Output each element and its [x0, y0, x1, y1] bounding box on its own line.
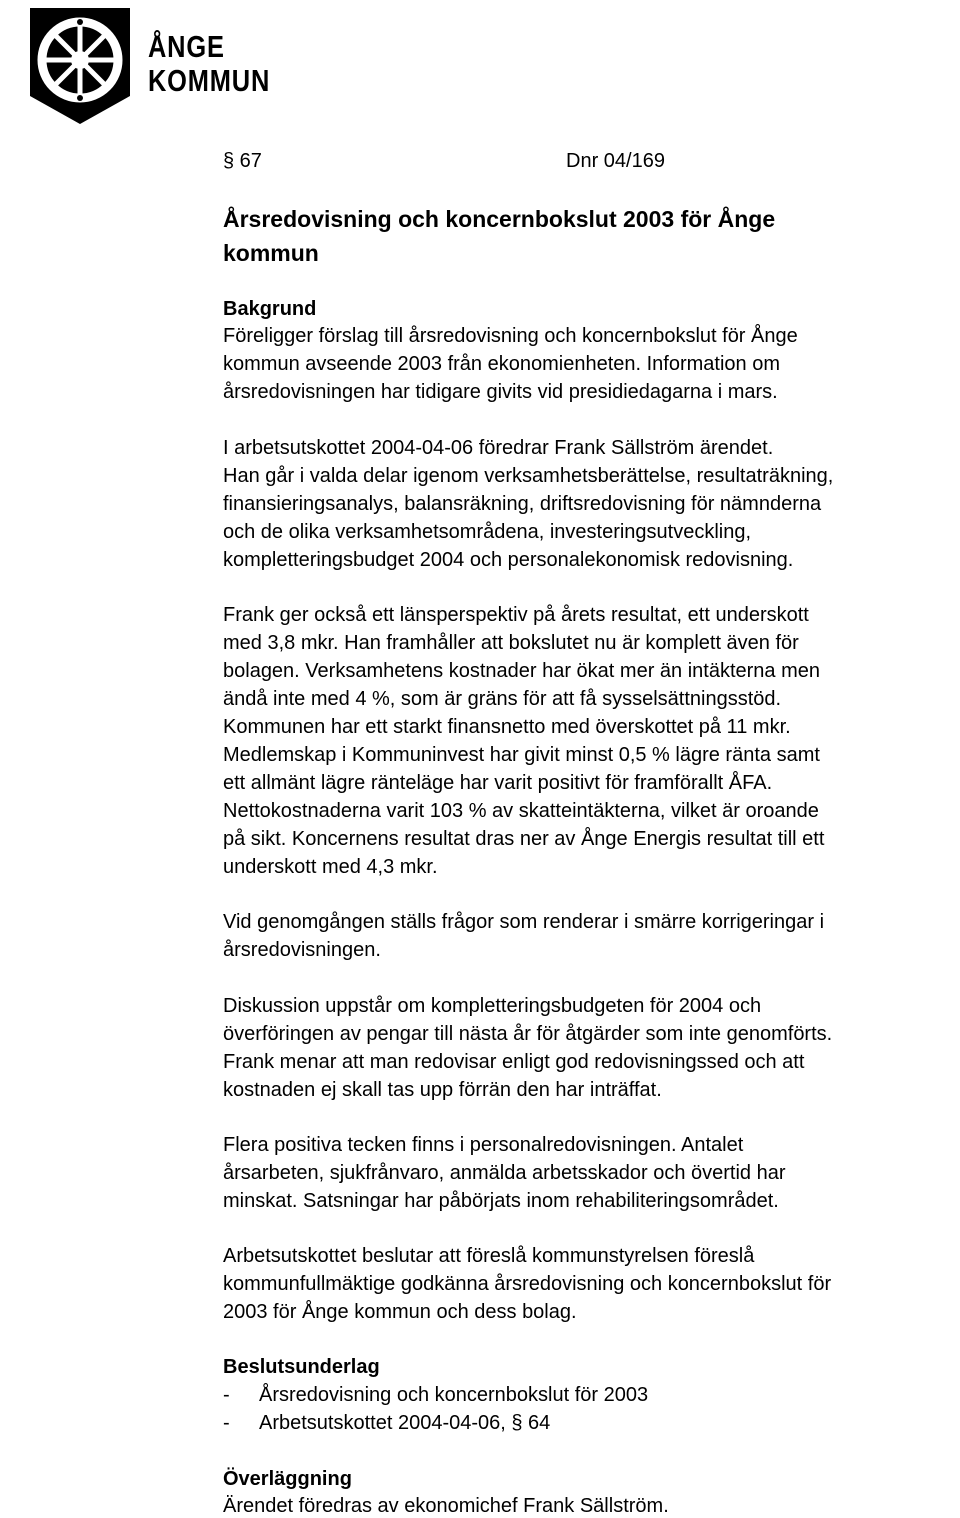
logo-wordmark: [148, 30, 270, 98]
text-line: kommun avseende 2003 från ekonomienheten. Information om: [223, 353, 781, 375]
text-line: kompletteringsbudget 2004 och personalekonomisk redovisning.: [223, 549, 794, 571]
text-line: kommunfullmäktige godkänna årsredovisning och koncernbokslut för: [223, 1273, 832, 1295]
list-dash: -: [223, 1412, 230, 1434]
text-line: årsredovisningen.: [223, 939, 381, 961]
text-line: kostnaden ej skall tas upp förrän den har inträffat.: [223, 1079, 662, 1101]
list-item-text: Årsredovisning och koncernbokslut för 2003: [259, 1384, 649, 1406]
text-line: Flera positiva tecken finns i personalredovisningen. Antalet: [223, 1134, 744, 1156]
beslutsunderlag-heading: Beslutsunderlag: [223, 1356, 380, 1378]
text-line: årsarbeten, sjukfrånvaro, anmälda arbetsskador och övertid har: [223, 1162, 786, 1184]
text-line: med 3,8 mkr. Han framhåller att bokslutet nu är komplett även för: [223, 632, 799, 654]
text-line: I arbetsutskottet 2004-04-06 föredrar Frank Sällström ärendet.: [223, 437, 774, 459]
list-item: [223, 1383, 648, 1407]
text-line: ett allmänt lägre ränteläge har varit positivt för framförallt ÅFA.: [223, 772, 773, 794]
text-line: överföringen av pengar till nästa år för åtgärder som inte genomförts.: [223, 1023, 833, 1045]
text-line: Ärendet föredras av ekonomichef Frank Sällström.: [223, 1495, 669, 1517]
text-line: Frank menar att man redovisar enligt god redovisningssed och att: [223, 1051, 805, 1073]
text-line: ändå inte med 4 %, som är gräns för att få sysselsättningsstöd.: [223, 688, 782, 710]
page-title-line-2: kommun: [223, 240, 319, 266]
text-line: på sikt. Koncernens resultat dras ner av Ånge Energis resultat till ett: [223, 828, 825, 850]
bakgrund-heading: Bakgrund: [223, 298, 317, 320]
list-item: [223, 1411, 550, 1435]
text-line: Medlemskap i Kommuninvest har givit minst 0,5 % lägre ränta samt: [223, 744, 820, 766]
logo-line-2: KOMMUN: [148, 63, 271, 98]
page-title-line-1: Årsredovisning och koncernbokslut 2003 för Ånge: [223, 206, 776, 232]
list-dash: -: [223, 1384, 230, 1406]
logo-line-1: ÅNGE: [148, 29, 225, 64]
text-line: Föreligger förslag till årsredovisning och koncernbokslut för Ånge: [223, 325, 798, 347]
text-line: Han går i valda delar igenom verksamhetsberättelse, resultaträkning,: [223, 465, 834, 487]
paragraph-ref: § 67: [223, 150, 262, 172]
logo: [10, 4, 271, 129]
text-line: årsredovisningen har tidigare givits vid presidiedagarna i mars.: [223, 381, 778, 403]
list-item-text: Arbetsutskottet 2004-04-06, § 64: [259, 1412, 551, 1434]
ange-kommun-wheel-emblem-icon: [24, 4, 136, 126]
text-line: Kommunen har ett starkt finansnetto med överskottet på 11 mkr.: [223, 716, 791, 738]
text-line: Nettokostnaderna varit 103 % av skatteintäkterna, vilket är oroande: [223, 800, 819, 822]
text-line: Vid genomgången ställs frågor som renderar i smärre korrigeringar i: [223, 911, 825, 933]
text-line: underskott med 4,3 mkr.: [223, 856, 438, 878]
dnr-number: Dnr 04/169: [566, 150, 665, 172]
text-line: bolagen. Verksamhetens kostnader har ökat mer än intäkterna men: [223, 660, 821, 682]
text-line: minskat. Satsningar har påbörjats inom rehabiliteringsområdet.: [223, 1190, 779, 1212]
text-line: 2003 för Ånge kommun och dess bolag.: [223, 1301, 577, 1323]
text-line: Arbetsutskottet beslutar att föreslå kommunstyrelsen föreslå: [223, 1245, 755, 1267]
overlaggning-heading: Överläggning: [223, 1468, 352, 1490]
text-line: och de olika verksamhetsområdena, investeringsutveckling,: [223, 521, 752, 543]
text-line: finansieringsanalys, balansräkning, driftsredovisning för nämnderna: [223, 493, 822, 515]
text-line: Frank ger också ett länsperspektiv på årets resultat, ett underskott: [223, 604, 809, 626]
text-line: Diskussion uppstår om kompletteringsbudgeten för 2004 och: [223, 995, 762, 1017]
